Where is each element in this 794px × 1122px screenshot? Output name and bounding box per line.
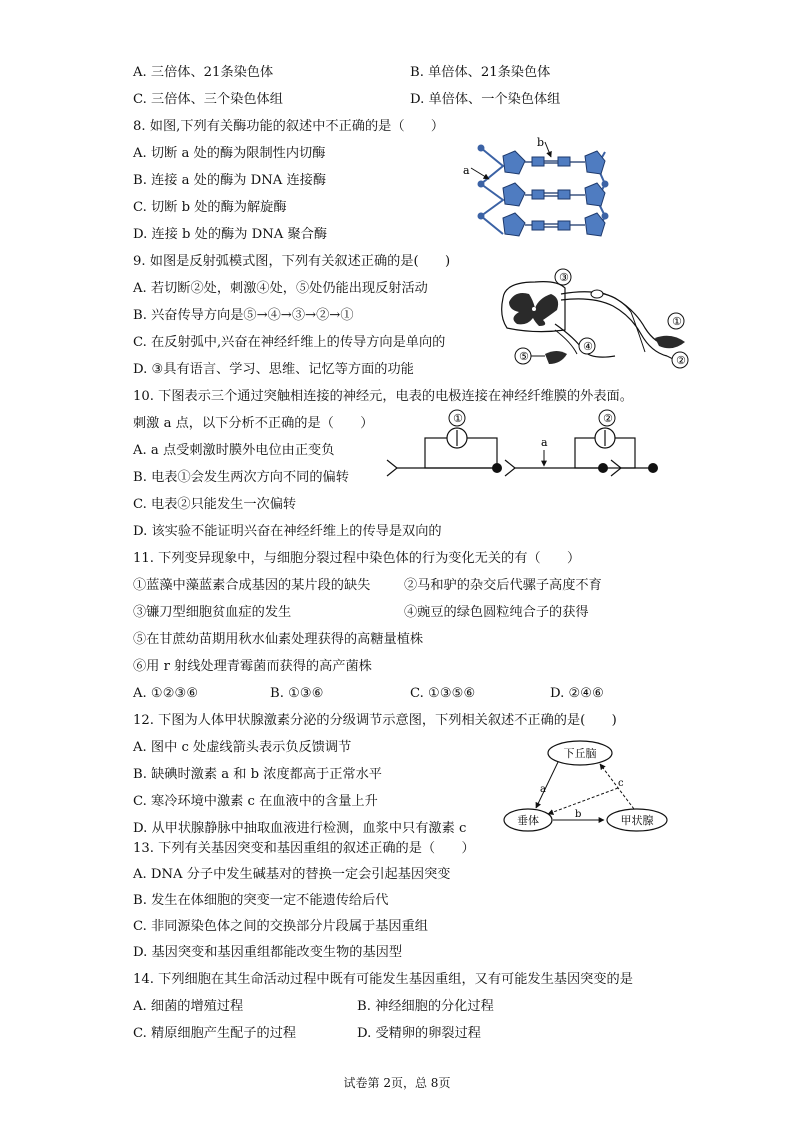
reflex-label-1: ① — [672, 315, 682, 328]
q10-option-c: C. 电表②只能发生一次偏转 — [133, 497, 297, 512]
meter-label-1: ① — [453, 412, 463, 425]
q7-option-a: A. 三倍体、21条染色体 — [133, 65, 274, 80]
reflex-label-3: ③ — [559, 271, 569, 284]
q9-option-a: A. 若切断②处，刺激④处，⑤处仍能出现反射活动 — [133, 281, 428, 296]
q13-option-b: B. 发生在体细胞的突变一定不能遗传给后代 — [133, 893, 389, 908]
q14-option-b: B. 神经细胞的分化过程 — [357, 999, 494, 1014]
label-b: b — [575, 809, 582, 820]
q12-option-a: A. 图中 c 处虚线箭头表示负反馈调节 — [133, 740, 352, 755]
q11-item-2: ②马和驴的杂交后代骡子高度不育 — [404, 578, 602, 593]
q11-option-b: B. ①③⑥ — [270, 686, 324, 701]
q7-option-d: D. 单倍体、一个染色体组 — [410, 92, 561, 107]
reflex-label-5: ⑤ — [519, 350, 529, 363]
neuron-meter-figure — [385, 408, 665, 498]
q8-option-b: B. 连接 a 处的酶为 DNA 连接酶 — [133, 173, 327, 188]
q8-option-c: C. 切断 b 处的酶为解旋酶 — [133, 200, 287, 215]
page-footer: 试卷第 2页，总 8页 — [343, 1076, 451, 1090]
q11-option-d: D. ②④⑥ — [550, 686, 604, 701]
q14-stem: 14. 下列细胞在其生命活动过程中既有可能发生基因重组，又有可能发生基因突变的是 — [133, 972, 633, 987]
node-hypothalamus: 下丘脑 — [563, 747, 597, 760]
q11-option-c: C. ①③⑤⑥ — [410, 686, 476, 701]
q8-option-a: A. 切断 a 处的酶为限制性内切酶 — [133, 146, 326, 161]
q9-option-d: D. ③具有语言、学习、思维、记忆等方面的功能 — [133, 362, 414, 377]
q10-option-b: B. 电表①会发生两次方向不同的偏转 — [133, 470, 349, 485]
q13-option-d: D. 基因突变和基因重组都能改变生物的基因型 — [133, 945, 403, 960]
thyroid-regulation-figure — [500, 738, 675, 838]
q8-stem: 8. 如图,下列有关酶功能的叙述中不正确的是（ ） — [133, 119, 445, 134]
q10-option-a: A. a 点受刺激时膜外电位由正变负 — [133, 443, 335, 458]
q10-stem-1: 10. 下图表示三个通过突触相连接的神经元，电表的电极连接在神经纤维膜的外表面。 — [133, 389, 633, 404]
q8-option-d: D. 连接 b 处的酶为 DNA 聚合酶 — [133, 227, 328, 242]
reflex-label-2: ② — [676, 354, 686, 367]
q12-option-d: D. 从甲状腺静脉中抽取血液进行检测，血浆中只有激素 c — [133, 821, 467, 836]
label-a: a — [540, 784, 546, 795]
q12-option-b: B. 缺碘时激素 a 和 b 浓度都高于正常水平 — [133, 767, 382, 782]
node-thyroid: 甲状腺 — [620, 814, 654, 827]
q14-option-c: C. 精原细胞产生配子的过程 — [133, 1026, 297, 1041]
q9-stem: 9. 如图是反射弧模式图，下列有关叙述正确的是( ) — [133, 254, 451, 269]
q12-option-c: C. 寒冷环境中激素 c 在血液中的含量上升 — [133, 794, 378, 809]
q14-option-a: A. 细菌的增殖过程 — [133, 999, 244, 1014]
q14-option-d: D. 受精卵的卵裂过程 — [357, 1026, 481, 1041]
q11-stem: 11. 下列变异现象中，与细胞分裂过程中染色体的行为变化无关的有（ ） — [133, 551, 581, 566]
meter-label-2: ② — [603, 412, 613, 425]
q13-option-a: A. DNA 分子中发生碱基对的替换一定会引起基因突变 — [133, 867, 451, 882]
q9-option-b: B. 兴奋传导方向是⑤→④→③→②→① — [133, 308, 354, 323]
q11-item-4: ④豌豆的绿色圆粒纯合子的获得 — [404, 605, 589, 620]
q7-option-c: C. 三倍体、三个染色体组 — [133, 92, 283, 107]
q11-item-3: ③镰刀型细胞贫血症的发生 — [133, 605, 292, 620]
q13-option-c: C. 非同源染色体之间的交换部分片段属于基因重组 — [133, 919, 428, 934]
dna-label-a: a — [463, 164, 470, 177]
q10-stem-2: 刺激 a 点，以下分析不正确的是（ ） — [133, 416, 374, 431]
reflex-label-4: ④ — [583, 340, 593, 353]
dna-label-b: b — [537, 136, 545, 149]
q9-option-c: C. 在反射弧中,兴奋在神经纤维上的传导方向是单向的 — [133, 335, 446, 350]
q11-option-a: A. ①②③⑥ — [133, 686, 199, 701]
dna-structure-figure — [455, 134, 625, 244]
q7-option-b: B. 单倍体、21条染色体 — [410, 65, 551, 80]
q11-item-1: ①蓝藻中藻蓝素合成基因的某片段的缺失 — [133, 578, 371, 593]
q12-stem: 12. 下图为人体甲状腺激素分泌的分级调节示意图，下列相关叙述不正确的是( ) — [133, 713, 617, 728]
q13-stem: 13. 下列有关基因突变和基因重组的叙述正确的是（ ） — [133, 841, 475, 856]
stimulus-label-a: a — [541, 436, 548, 449]
reflex-arc-figure — [495, 268, 700, 378]
q10-option-d: D. 该实验不能证明兴奋在神经纤维上的传导是双向的 — [133, 524, 442, 539]
q11-item-5: ⑤在甘蔗幼苗期用秋水仙素处理获得的高糖量植株 — [133, 632, 424, 647]
node-pituitary: 垂体 — [517, 814, 539, 827]
label-c: c — [618, 778, 624, 789]
q11-item-6: ⑥用 r 射线处理青霉菌而获得的高产菌株 — [133, 659, 372, 674]
